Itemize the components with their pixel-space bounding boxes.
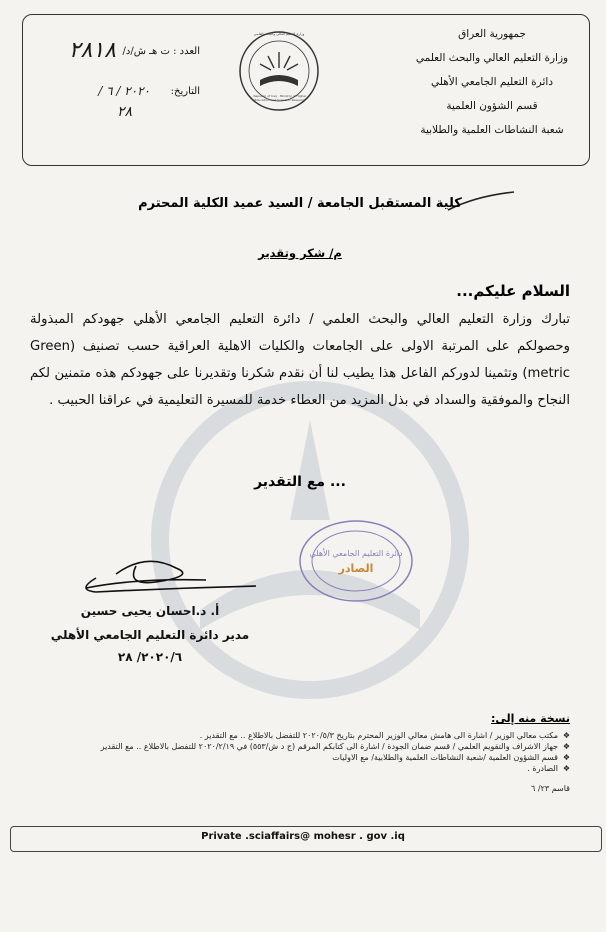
number-value: ٢٨١٨: [68, 38, 116, 63]
letter-subject: م/ شكر وتقدير: [258, 246, 342, 260]
signer-title: مدير دائرة التعليم الجامعي الأهلي: [50, 628, 250, 642]
ministry-name: وزارة التعليم العالي والبحث العلمي: [415, 52, 569, 64]
letter-addressee: كلية المستقبل الجامعة / السيد عميد الكلية المحترم: [138, 196, 462, 211]
signer-name: أ. د.احسان يحيى حسين: [80, 604, 220, 618]
letter-body: تبارك وزارة التعليم العالي والبحث العلمي / دائرة التعليم الجامعي الأهلي جهودكم المبذولة وحصولكم على المرتبة الاولى على الجامعات والكليات الاهلية العراقية حسب تصنيف (Green metric) وتثمينا لدوركم الفاعل هذا يطيب لنا أن نقدم شكرنا وتقديرنا على جهودكم هذه متمنين لكم النجاح والموفقية والسداد في بذل المزيد من العطاء خدمة للمسيرة التعليمية في عراقنا الحبيب .: [30, 312, 570, 408]
copy-item: ❖ قسم الشؤون العلمية /شعبة النشاطات العلمية والطلابية/ مع الاوليات: [30, 752, 570, 763]
number-label: العدد : ت هـ ش/د/: [122, 46, 200, 57]
logo-caption-ar: وزارة التعليم العالي والبحث العلمي: [253, 32, 305, 36]
date-label: التاريخ:: [170, 86, 200, 97]
letter-closing: ... مع التقدير: [254, 474, 346, 490]
stamp-line-2: الصادر: [338, 562, 374, 575]
logo-caption-en: Republic of Iraq · Ministry of Higher Education and Scientific Research: [253, 94, 307, 102]
copies-list: [30, 730, 570, 774]
letterhead-right: [392, 22, 592, 142]
letterhead-left: [20, 38, 200, 138]
signature-date: ٢٠٢٠/٦/ ٢٨: [117, 650, 183, 664]
date-day: ٢٨: [116, 104, 132, 120]
country-name: جمهورية العراق: [458, 28, 526, 40]
stamp-line-1: دائرة التعليم الجامعي الأهلي: [309, 549, 403, 558]
typist-initials: قاسم ٢٣/ ٦: [531, 784, 570, 793]
copies-title: نسخة منه إلى:: [491, 712, 570, 725]
copy-item: ❖ الصادرة .: [30, 763, 570, 774]
division-name: شعبة النشاطات العلمية والطلابية: [420, 124, 564, 136]
footer-email: Private .sciaffairs@ mohesr . gov .iq: [201, 831, 405, 842]
date-value: ٢٠٢٠ / ٦ /: [98, 84, 150, 98]
official-stamp: [296, 516, 416, 606]
handwritten-signature: [56, 548, 266, 600]
letter-greeting: السلام عليكم...: [456, 282, 570, 300]
department-name: قسم الشؤون العلمية: [446, 100, 538, 112]
copy-item: ❖ جهاز الاشراف والتقويم العلمي / قسم ضمان الجودة / اشارة الى كتابكم المرقم (ج د ش/٥٥٣) في ٢٠٢٠/٢/١٩ للتفضل بالاطلاع .. مع التقدير: [30, 741, 570, 752]
directorate-name: دائرة التعليم الجامعي الأهلي: [430, 76, 553, 88]
copy-item: ❖ مكتب معالي الوزير / اشارة الى هامش معالي الوزير المحترم بتاريخ ٢٠٢٠/٥/٣ للتفضل بالاطلاع .. مع التقدير .: [30, 730, 570, 741]
